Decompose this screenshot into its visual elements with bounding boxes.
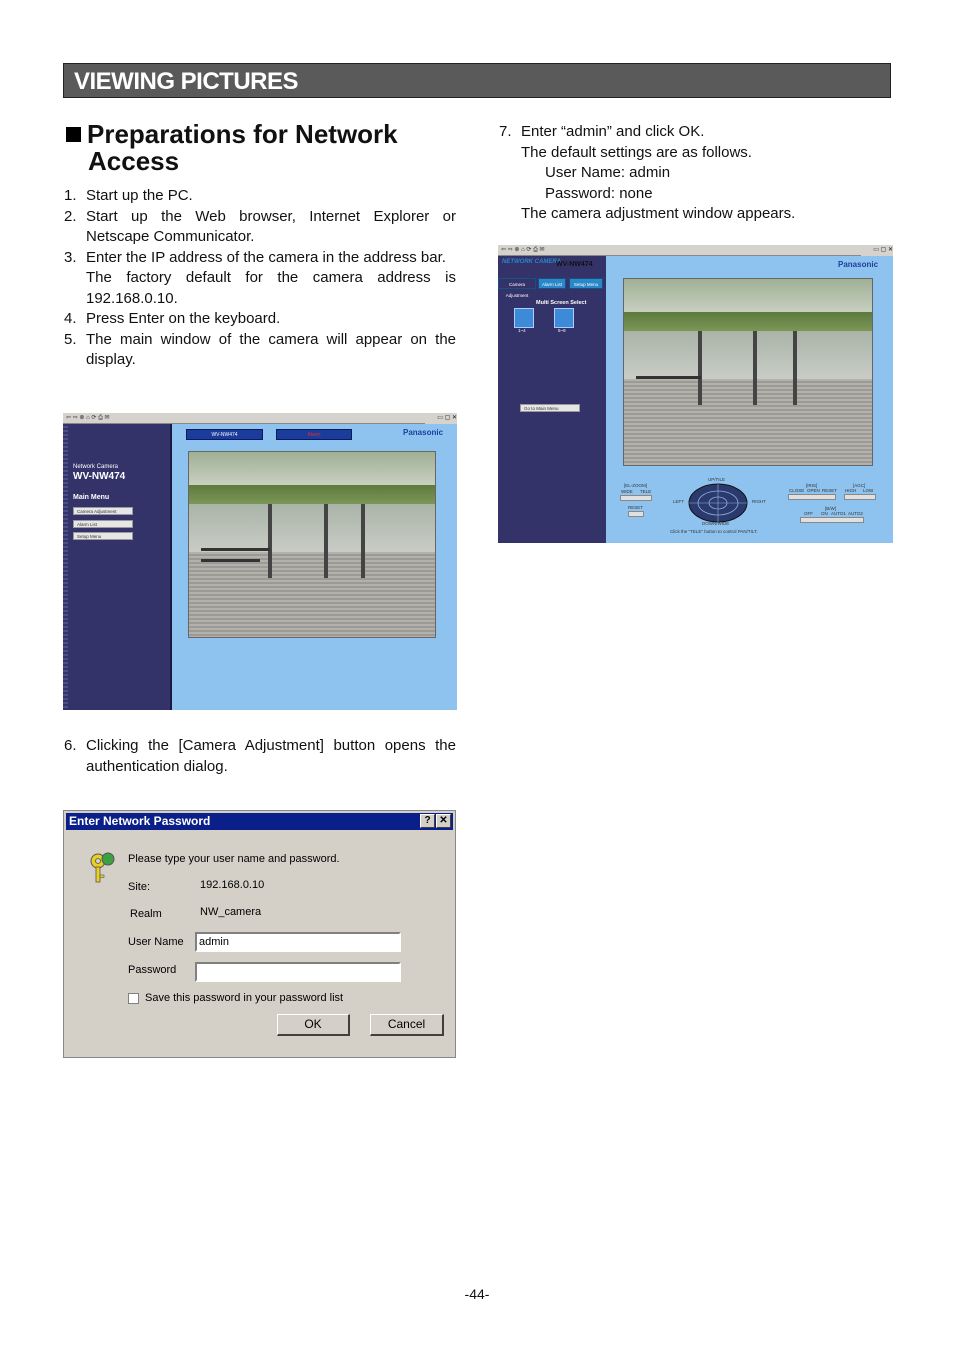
zoom-buttons[interactable] — [620, 495, 652, 501]
browser-toolbar: ⇦ ⇨ ⊗ ⌂ ⟳ ⎙ ✉ — [63, 413, 457, 424]
alarm-tab[interactable]: Alarm — [276, 429, 352, 440]
cancel-button[interactable]: Cancel — [370, 1014, 444, 1036]
tab-setup-menu[interactable]: Setup Menu — [569, 278, 603, 289]
agc-label: [AGC] — [853, 483, 866, 488]
left-label: LEFT — [673, 499, 685, 504]
grid-5-8-icon[interactable] — [554, 308, 574, 328]
auto1-label: AUTO1 — [831, 511, 846, 516]
step-text: Start up the PC. — [86, 187, 193, 204]
agc-buttons[interactable] — [844, 494, 876, 500]
step-text: Start up the Web browser, Internet Explorer or Netscape Communicator. — [86, 207, 456, 245]
brand-logo: Panasonic — [403, 428, 444, 437]
iris-label: [IRIS] — [806, 483, 818, 488]
dialog-prompt: Please type your user name and password. — [128, 853, 340, 865]
window-controls-icon: ▭ ▢ ✕ — [425, 413, 457, 424]
main-menu-label: Main Menu — [73, 494, 110, 501]
zoom-reset-button[interactable] — [628, 511, 644, 517]
main-window-screenshot — [63, 413, 457, 710]
grid-5-8-label: 5~8 — [558, 328, 566, 333]
step-number: 2. — [64, 207, 77, 225]
camera-image — [623, 278, 873, 466]
wide-label: WIDE — [621, 489, 633, 494]
on-label: ON — [821, 511, 828, 516]
step-text-line5: The camera adjustment window appears. — [521, 205, 796, 222]
help-button[interactable]: ? — [420, 814, 435, 828]
bw-label: [B/W] — [825, 506, 836, 511]
realm-value: NW_camera — [200, 906, 262, 918]
setup-menu-button[interactable]: Setup Menu — [73, 532, 133, 540]
bw-buttons[interactable] — [800, 517, 864, 523]
password-input[interactable] — [195, 962, 401, 982]
step-text: Enter “admin” and click OK. — [521, 123, 705, 140]
step-number: 6. — [64, 737, 77, 754]
close-label: CLOSE — [789, 488, 805, 493]
step-text: Enter the IP address of the camera in the address bar. — [86, 248, 446, 266]
reset-label: RESET — [628, 505, 644, 510]
steps-list — [64, 186, 456, 371]
dialog-title: Enter Network Password — [66, 813, 453, 830]
model-tab[interactable]: WV-NW474 — [186, 429, 263, 440]
step-item — [64, 248, 456, 310]
down-label: DOWN/WIDE — [702, 521, 730, 526]
window-controls-icon: ▭ ▢ ✕ — [861, 245, 893, 256]
low-label: LOW — [863, 488, 874, 493]
close-button[interactable]: ✕ — [436, 814, 451, 828]
network-camera-logo: NETWORK CAMERA — [502, 259, 561, 265]
section-title: VIEWING PICTURES — [74, 68, 299, 95]
sidebar-model: WV-NW474 — [73, 471, 126, 482]
pan-tilt-pad-icon[interactable] — [688, 482, 748, 524]
grid-1-4-icon[interactable] — [514, 308, 534, 328]
heading-line1: Preparations for Network — [87, 119, 398, 149]
tab-camera-adjustment[interactable]: Camera Adjustment — [498, 278, 536, 289]
pan-tilt-hint: Click the "TELE" button to control PAN/TILT. — [670, 529, 758, 534]
page-heading — [66, 121, 466, 175]
default-username: User Name: admin — [545, 164, 671, 181]
auto2-label: AUTO2 — [848, 511, 863, 516]
realm-label: Realm — [130, 908, 162, 920]
step-number: 1. — [64, 187, 77, 204]
step-number: 3. — [64, 248, 77, 266]
camera-adjustment-screenshot — [498, 245, 893, 543]
tab-alarm-list[interactable]: Alarm List — [538, 278, 566, 289]
sidebar-caption: Network Camera — [73, 464, 119, 470]
save-password-checkbox[interactable] — [128, 993, 139, 1004]
step-item — [64, 736, 456, 777]
step-number: 5. — [64, 330, 77, 348]
model-label: WV-NW474 — [556, 261, 593, 268]
square-bullet-icon — [66, 127, 81, 142]
step-text: Press Enter on the keyboard. — [86, 310, 281, 327]
step-item — [64, 330, 456, 371]
key-icon — [88, 851, 118, 885]
password-label: Password — [128, 964, 177, 976]
step-item — [64, 309, 456, 330]
step-number: 7. — [499, 123, 512, 140]
alarm-list-button[interactable]: Alarm List — [73, 520, 133, 528]
sidebar — [63, 424, 172, 710]
page-number: -44- — [464, 1286, 490, 1302]
step-text-line2: The default settings are as follows. — [521, 143, 752, 161]
step-item — [64, 186, 456, 207]
right-label: RIGHT — [752, 499, 766, 504]
go-main-menu-button[interactable]: Go to Main Menu — [520, 404, 580, 412]
camera-image — [188, 451, 436, 638]
username-label: User Name — [128, 936, 184, 948]
open-label: OPEN — [807, 488, 820, 493]
iris-buttons[interactable] — [788, 494, 836, 500]
heading-line2: Access — [88, 146, 180, 176]
tele-label: TELE — [640, 489, 652, 494]
browser-toolbar: ⇦ ⇨ ⊗ ⌂ ⟳ ⎙ ✉ — [498, 245, 893, 256]
section-header — [63, 63, 891, 98]
camera-adjustment-button[interactable]: Camera Adjustment — [73, 507, 133, 515]
sidebar-stripe — [63, 424, 68, 710]
up-label: UP/TILE — [708, 477, 726, 482]
site-label: Site: — [128, 881, 151, 893]
step-text: The main window of the camera will appear on the display. — [86, 330, 456, 368]
step-item — [64, 207, 456, 248]
step-number: 4. — [64, 310, 77, 327]
save-password-label: Save this password in your password list — [145, 992, 344, 1004]
high-label: HIGH — [845, 488, 857, 493]
iris-reset-label: RESET — [822, 488, 838, 493]
grid-1-4-label: 1~4 — [518, 328, 526, 333]
step-subtext: The factory default for the camera address is 192.168.0.10. — [86, 269, 456, 307]
off-label: OFF — [804, 511, 813, 516]
el-zoom-label: [EL-ZOOM] — [624, 483, 648, 488]
ok-button[interactable]: OK — [277, 1014, 350, 1036]
multi-screen-label: Multi Screen Select — [536, 300, 587, 306]
default-password: Password: none — [545, 184, 653, 202]
username-input[interactable]: admin — [195, 932, 401, 952]
step-text: Clicking the [Camera Adjustment] button opens the authentication dialog. — [86, 737, 456, 775]
step-item — [499, 122, 889, 225]
password-dialog — [63, 810, 456, 1058]
brand-logo: Panasonic — [838, 260, 879, 269]
site-value: 192.168.0.10 — [200, 879, 265, 891]
